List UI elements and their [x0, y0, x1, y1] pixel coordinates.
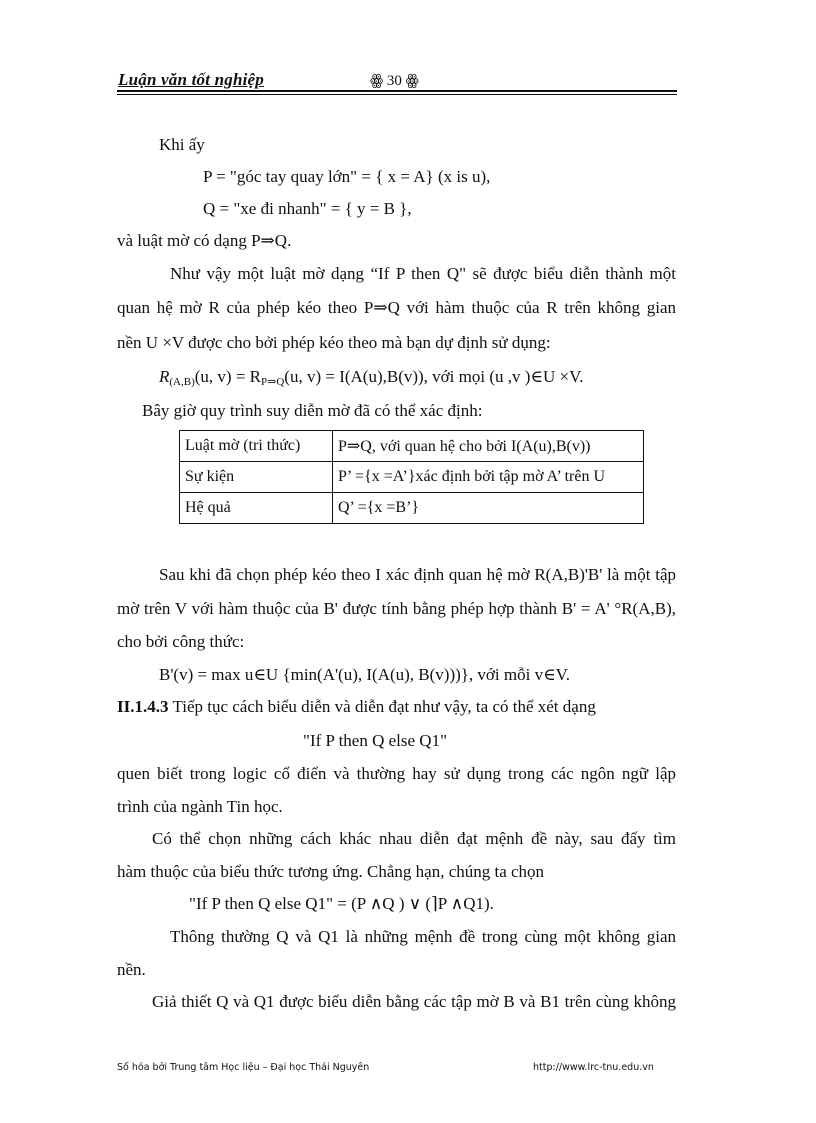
paragraph-line: trình của ngành Tin học. — [117, 797, 283, 816]
table-cell-value: Q’ ={x =B’} — [333, 493, 644, 524]
paragraph-line: quen biết trong logic cổ điển và thường hay sử dụng trong các ngôn ngữ lập — [117, 764, 676, 783]
header-rule — [117, 90, 677, 92]
paragraph-line: mờ trên V với hàm thuộc của B' được tính bằng phép hợp thành B' = A' °R(A,B), — [117, 599, 676, 618]
formula-if-else: "If P then Q else Q1" — [303, 731, 448, 750]
paragraph-line: Sau khi đã chọn phép kéo theo I xác định quan hệ mờ R(A,B)'B' là một tập — [159, 565, 676, 584]
table-row — [180, 493, 644, 524]
paragraph-line: Thông thường Q và Q1 là những mệnh đề trong cùng một không gian — [170, 927, 676, 946]
paragraph-line: nền. — [117, 960, 146, 979]
definition-q: Q = "xe đi nhanh" = { y = B }, — [203, 199, 412, 218]
text-line: Khi ấy — [159, 135, 205, 154]
table-row — [180, 431, 644, 462]
paragraph-line: hàm thuộc của biểu thức tương ứng. Chẳng hạn, chúng ta chọn — [117, 862, 545, 881]
paragraph-line: Có thể chọn những cách khác nhau diễn đạt mệnh đề này, sau đấy tìm — [152, 829, 676, 848]
formula-subscript: (A,B) — [169, 376, 195, 388]
footer-url[interactable]: http://www.lrc-tnu.edu.vn — [533, 1062, 654, 1073]
formula-subscript: P⇒Q — [261, 376, 285, 388]
paragraph-line: Như vậy một luật mờ dạng “If P then Q" sẽ được biểu diễn thành một — [170, 264, 676, 283]
footer-source: Số hóa bởi Trung tâm Học liệu – Đại học Thái Nguyên — [117, 1062, 370, 1073]
table-cell-label: Luật mờ (tri thức) — [180, 431, 333, 462]
formula-logic: "If P then Q else Q1" = (P ∧Q ) ∨ (⌉P ∧Q1). — [189, 894, 494, 913]
table-cell-value: P⇒Q, với quan hệ cho bởi I(A(u),B(v)) — [333, 431, 644, 462]
page-number: ꙮ 30 ꙮ — [370, 73, 419, 89]
inference-table — [179, 430, 644, 524]
section-text: Tiếp tục cách biểu diễn và diễn đạt như vậy, ta có thể xét dạng — [172, 697, 596, 716]
formula-part: (u, v) = I(A(u),B(v)), với mọi (u ,v )∈U ×V. — [284, 367, 584, 386]
text-line: và luật mờ có dạng P⇒Q. — [117, 231, 292, 250]
paragraph-line: nền U ×V được cho bởi phép kéo theo mà bạn dự định sử dụng: — [117, 333, 551, 352]
section-heading — [117, 697, 596, 717]
formula-composition: B'(v) = max u∈U {min(A'(u), I(A(u), B(v)))}, với mỗi v∈V. — [159, 665, 571, 684]
formula-relation — [159, 367, 583, 387]
header-rule-thin — [117, 94, 677, 95]
table-cell-label: Sự kiện — [180, 462, 333, 493]
table-cell-label: Hệ quả — [180, 493, 333, 524]
paragraph-line: quan hệ mờ R của phép kéo theo P⇒Q với hàm thuộc của R trên không gian — [117, 298, 676, 317]
formula-part: (u, v) = R — [194, 367, 261, 386]
section-number: II.1.4.3 — [117, 697, 169, 716]
paragraph-line: Giả thiết Q và Q1 được biểu diễn bằng các tập mờ B và B1 trên cùng không — [152, 992, 676, 1011]
table-row — [180, 462, 644, 493]
definition-p: P = "góc tay quay lớn" = { x = A} (x is u), — [203, 167, 491, 186]
paragraph-line: cho bởi công thức: — [117, 632, 245, 651]
header-title: Luận văn tốt nghiệp — [118, 70, 264, 89]
formula-part: R — [159, 367, 170, 386]
table-cell-value: P’ ={x =A’}xác định bởi tập mờ A’ trên U — [333, 462, 644, 493]
paragraph-line: Bây giờ quy trình suy diễn mờ đã có thể xác định: — [142, 401, 483, 420]
